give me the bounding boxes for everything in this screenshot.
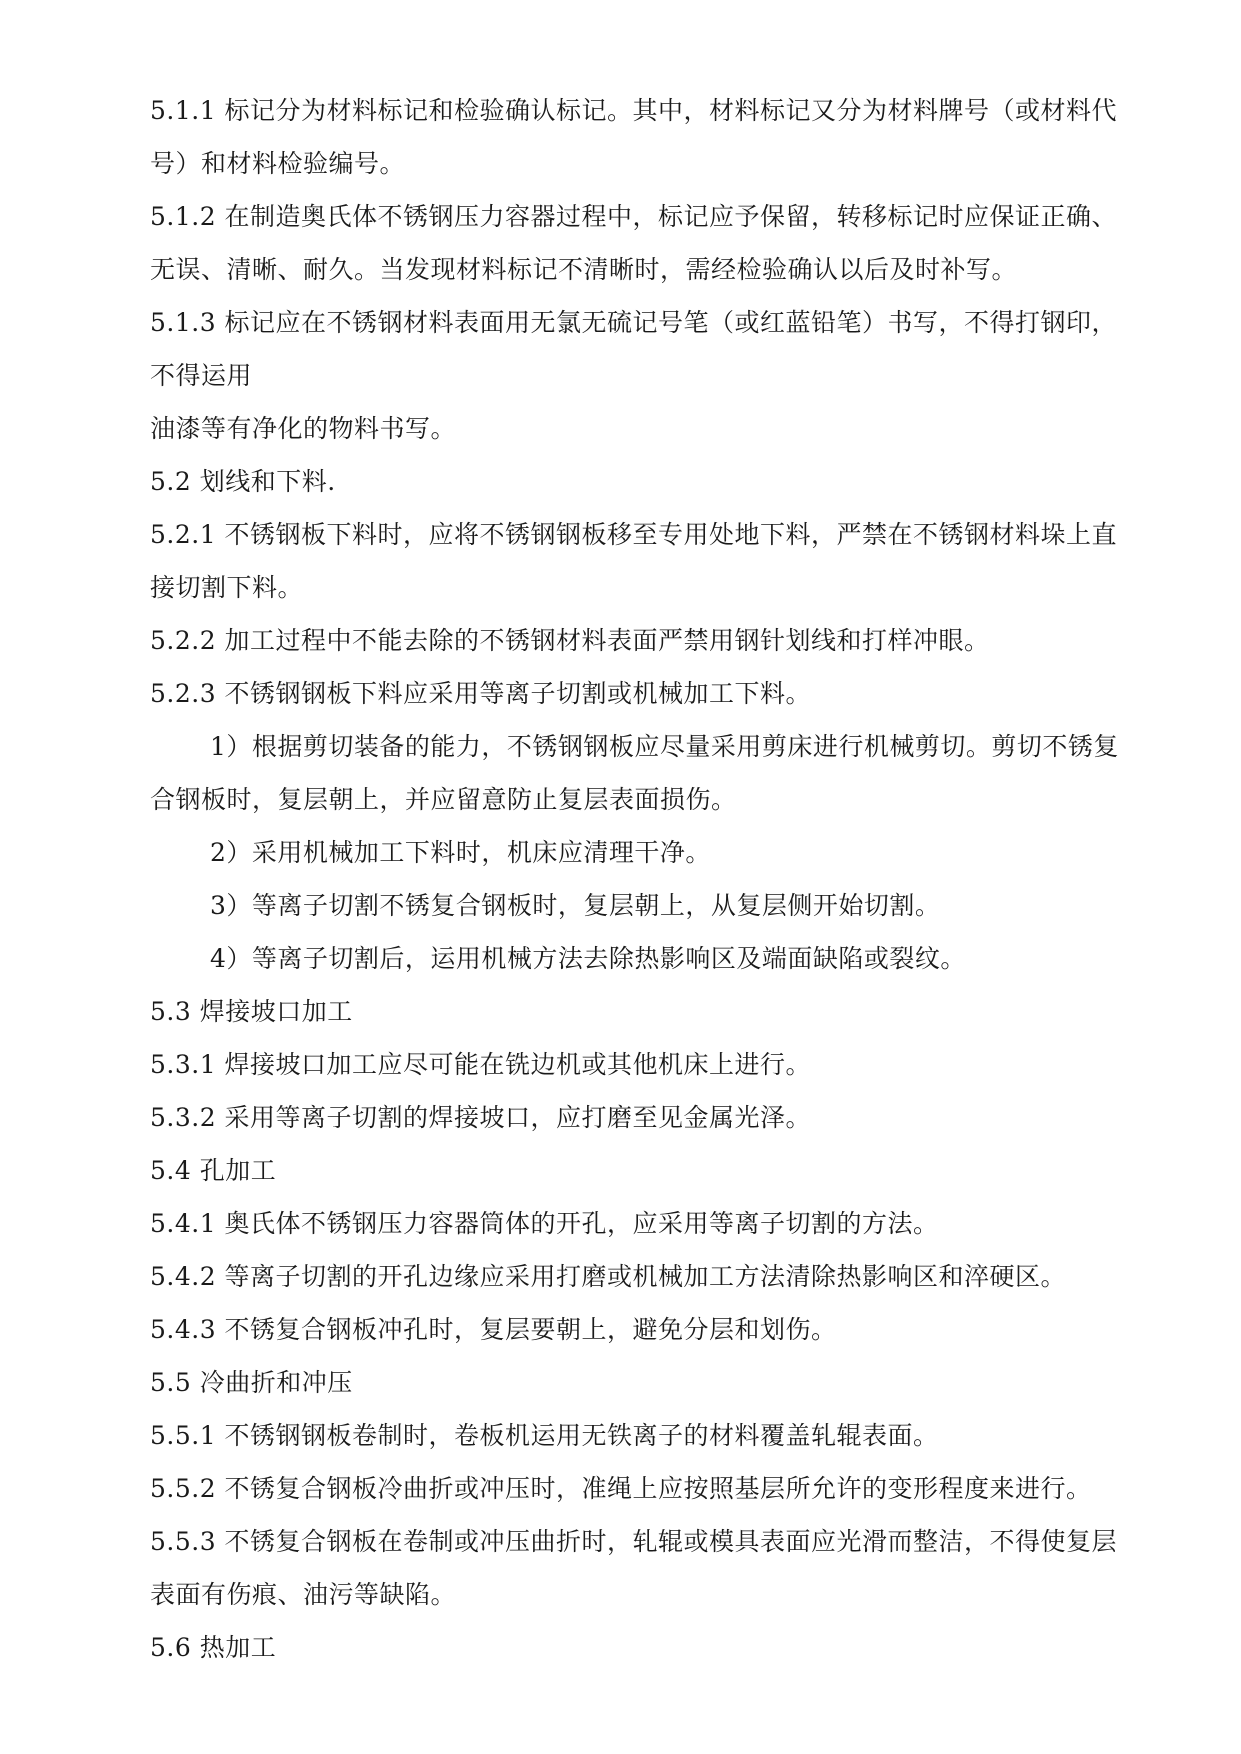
text-line: 5.3.2 采用等离子切割的焊接坡口，应打磨至见金属光泽。 — [150, 1103, 812, 1132]
text-line: 5.4.2 等离子切割的开孔边缘应采用打磨或机械加工方法清除热影响区和淬硬区。 — [150, 1262, 1067, 1291]
text-line: 无误、清晰、耐久。当发现材料标记不清晰时，需经检验确认以后及时补写。 — [150, 255, 1018, 284]
document-body — [150, 84, 1180, 1674]
text-line: 5.5.3 不锈复合钢板在卷制或冲压曲折时，轧辊或模具表面应光滑而整洁，不得使复层 — [150, 1527, 1118, 1556]
text-line: 5.5.2 不锈复合钢板冷曲折或冲压时，准绳上应按照基层所允许的变形程度来进行。 — [150, 1474, 1092, 1503]
text-line: 号）和材料检验编号。 — [150, 149, 406, 178]
text-line: 油漆等有净化的物料书写。 — [150, 414, 457, 443]
text-line: 表面有伤痕、油污等缺陷。 — [150, 1580, 457, 1609]
text-line: 5.4.3 不锈复合钢板冲孔时，复层要朝上，避免分层和划伤。 — [150, 1315, 837, 1344]
text-line: 5.4.1 奥氏体不锈钢压力容器筒体的开孔，应采用等离子切割的方法。 — [150, 1209, 939, 1238]
text-line: 接切割下料。 — [150, 573, 304, 602]
list-item: 1）根据剪切装备的能力，不锈钢钢板应尽量采用剪床进行机械剪切。剪切不锈复 — [210, 732, 1119, 761]
list-item: 2）采用机械加工下料时，机床应清理干净。 — [210, 838, 711, 867]
section-heading: 5.4 孔加工 — [150, 1156, 277, 1185]
text-line: 5.2.2 加工过程中不能去除的不锈钢材料表面严禁用钢针划线和打样冲眼。 — [150, 626, 990, 655]
list-item: 3）等离子切割不锈复合钢板时，复层朝上，从复层侧开始切割。 — [210, 891, 941, 920]
text-line: 合钢板时，复层朝上，并应留意防止复层表面损伤。 — [150, 785, 737, 814]
text-line: 5.1.2 在制造奥氏体不锈钢压力容器过程中，标记应予保留，转移标记时应保证正确、 — [150, 202, 1118, 231]
section-heading: 5.6 热加工 — [150, 1633, 277, 1662]
text-line: 5.5.1 不锈钢钢板卷制时，卷板机运用无铁离子的材料覆盖轧辊表面。 — [150, 1421, 939, 1450]
text-line: 不得运用 — [150, 361, 253, 390]
section-heading: 5.2 划线和下料. — [150, 467, 336, 496]
text-line: 5.3.1 焊接坡口加工应尽可能在铣边机或其他机床上进行。 — [150, 1050, 812, 1079]
text-line: 5.2.3 不锈钢钢板下料应采用等离子切割或机械加工下料。 — [150, 679, 812, 708]
list-item: 4）等离子切割后，运用机械方法去除热影响区及端面缺陷或裂纹。 — [210, 944, 966, 973]
text-line: 5.1.3 标记应在不锈钢材料表面用无氯无硫记号笔（或红蓝铅笔）书写，不得打钢印， — [150, 308, 1118, 337]
section-heading: 5.3 焊接坡口加工 — [150, 997, 353, 1026]
section-heading: 5.5 冷曲折和冲压 — [150, 1368, 353, 1397]
text-line: 5.2.1 不锈钢板下料时，应将不锈钢钢板移至专用处地下料，严禁在不锈钢材料垛上直 — [150, 520, 1118, 549]
text-line: 5.1.1 标记分为材料标记和检验确认标记。其中，材料标记又分为材料牌号（或材料代 — [150, 96, 1118, 125]
